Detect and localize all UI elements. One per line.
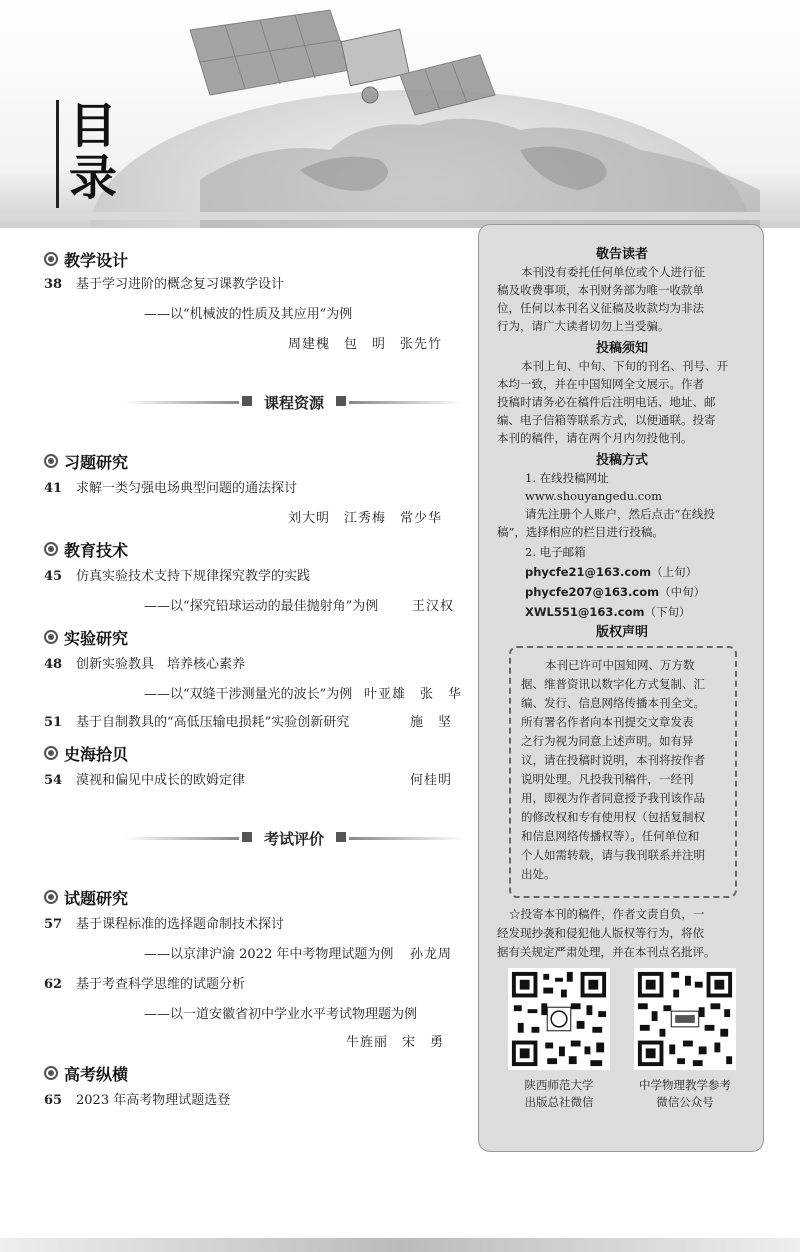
- online-desc-line: 稿”，选择相应的栏目进行投稿。: [497, 525, 664, 539]
- article-authors: 刘大明 江秀梅 常少华: [288, 511, 443, 526]
- qr-caption: [494, 1077, 624, 1111]
- email-address: phycfe21@163.com: [525, 565, 652, 579]
- contents-title-char-2: 录: [69, 150, 118, 206]
- contents-title: [56, 100, 126, 208]
- article-authors: 何桂明: [410, 773, 453, 788]
- section-banner: [124, 826, 464, 850]
- text-line: 本均一致，并在中国知网全文展示。作者: [497, 377, 704, 391]
- text-line: 之行为视为同意上述声明。如有异: [521, 734, 694, 748]
- article-authors: 王汉权: [412, 599, 455, 614]
- text-line: 据、维普资讯以数字化方式复制、汇: [521, 677, 705, 691]
- panel-heading: 敬告读者: [595, 247, 648, 262]
- section-heading: [44, 742, 128, 764]
- article-authors: 孙龙周: [410, 947, 453, 962]
- text-line: 据有关规定严肃处理，并在本刊点名批评。: [497, 945, 716, 959]
- article-title: 基于自制教具的“高低压输电损耗”实验创新研究: [76, 715, 350, 730]
- article-subtitle: ——以“双缝干涉测量光的波长”为例: [144, 687, 353, 702]
- text-line: 本刊的稿件，请在两个月内勿投他刊。: [497, 431, 693, 445]
- text-line: ☆投寄本刊的稿件，作者文责自负，一: [509, 907, 705, 921]
- email-note: （下旬）: [644, 605, 691, 619]
- circle-bullet-icon: [44, 454, 58, 468]
- article-title: 基于课程标准的选择题命制技术探讨: [76, 917, 285, 932]
- section-heading-text: 试题研究: [64, 888, 129, 908]
- page-number: 48: [44, 657, 63, 672]
- section-heading-text: 实验研究: [64, 628, 129, 648]
- banner-rule-left: [124, 837, 239, 840]
- banner-square-icon: [336, 832, 346, 842]
- section-heading: [44, 538, 128, 560]
- circle-bullet-icon: [44, 542, 58, 556]
- panel-heading: 版权声明: [595, 625, 648, 640]
- section-heading-text: 史海拾贝: [64, 744, 129, 764]
- email-address: XWL551@163.com: [525, 605, 645, 619]
- text-line: 本刊上旬、中旬、下旬的刊名、刊号、开: [521, 359, 728, 373]
- text-line: 经发现抄袭和侵犯他人版权等行为，将依: [497, 926, 704, 940]
- text-line: 位，任何以本刊名义征稿及收款均为非法: [497, 301, 704, 315]
- page-number: 54: [44, 773, 63, 788]
- section-heading-text: 习题研究: [64, 452, 129, 472]
- email-note: （上旬）: [651, 565, 698, 579]
- text-line: 说明处理。凡投我刊稿件，一经刊: [521, 772, 694, 786]
- article-authors: 施 坚: [410, 715, 453, 730]
- banner-label: 课程资源: [263, 394, 324, 412]
- text-line: 编、发行、信息网络传播本刊全文。: [521, 696, 705, 710]
- article-title: 求解一类匀强电场典型问题的通法探讨: [76, 481, 298, 496]
- text-line: 出版总社微信: [524, 1095, 594, 1109]
- circle-bullet-icon: [44, 1066, 58, 1080]
- circle-bullet-icon: [44, 630, 58, 644]
- page-number: 41: [44, 481, 63, 496]
- circle-bullet-icon: [44, 252, 58, 266]
- qr-caption: [620, 1077, 750, 1111]
- text-line: 投稿时请务必在稿件后注明电话、地址、邮: [497, 395, 716, 409]
- panel-heading: 投稿方式: [595, 453, 648, 468]
- text-line: 编、电子信箱等联系方式，以便通联。投寄: [497, 413, 716, 427]
- email-entry[interactable]: [525, 583, 705, 601]
- email-label: 2. 电子邮箱: [525, 545, 586, 559]
- section-heading: [44, 1062, 128, 1084]
- article-title: 仿真实验技术支持下规律探究教学的实践: [76, 569, 311, 584]
- page-number: 51: [44, 715, 63, 730]
- article-authors: 牛旌丽 宋 勇: [346, 1035, 445, 1050]
- page-number: 57: [44, 917, 63, 932]
- section-heading: [44, 626, 128, 648]
- text-line: 本刊没有委托任何单位或个人进行征: [521, 265, 705, 279]
- notice-readers-text: [497, 263, 749, 335]
- text-line: 所有署名作者向本刊提交文章发表: [521, 715, 694, 729]
- email-address: phycfe207@163.com: [525, 585, 660, 599]
- submission-notes-text: [497, 357, 749, 447]
- submission-url-link[interactable]: www.shouyangedu.com: [525, 489, 663, 503]
- text-line: 本刊已许可中国知网、万方数: [545, 658, 695, 672]
- banner-label: 考试评价: [263, 830, 324, 848]
- article-title: 创新实验教具 培养核心素养: [76, 657, 246, 672]
- text-line: 中学物理教学参考: [639, 1078, 731, 1092]
- text-line: 陕西师范大学: [524, 1078, 594, 1092]
- section-heading: [44, 886, 128, 908]
- text-line: 微信公众号: [656, 1095, 714, 1109]
- page-header: [0, 0, 800, 228]
- email-entry[interactable]: [525, 603, 690, 621]
- contents-title-char-1: 目: [69, 98, 118, 154]
- banner-square-icon: [336, 396, 346, 406]
- article-title: 漠视和偏见中成长的欧姆定律: [76, 773, 246, 788]
- page-number: 38: [44, 277, 63, 292]
- warning-text: [497, 905, 751, 962]
- online-submission-label: 1. 在线投稿网址: [525, 471, 609, 485]
- section-heading-text: 教育技术: [64, 540, 129, 560]
- article-title: 2023 年高考物理试题选登: [76, 1093, 231, 1108]
- online-desc-line: 请先注册个人账户，然后点击“在线投: [525, 507, 715, 521]
- article-subtitle: ——以“机械波的性质及其应用”为例: [144, 307, 353, 322]
- panel-heading: 投稿须知: [595, 341, 648, 356]
- article-authors: 周建槐 包 明 张先竹: [288, 337, 443, 352]
- text-line: 行为，请广大读者切勿上当受骗。: [497, 319, 670, 333]
- text-line: 稿及收费事项，本刊财务部为唯一收款单: [497, 283, 704, 297]
- text-line: 出处。: [521, 867, 556, 881]
- page-number: 65: [44, 1093, 63, 1108]
- circle-bullet-icon: [44, 890, 58, 904]
- email-note: （中旬）: [659, 585, 706, 599]
- section-heading: [44, 248, 128, 270]
- section-banner: [124, 390, 464, 414]
- circle-bullet-icon: [44, 746, 58, 760]
- banner-rule-left: [124, 401, 239, 404]
- copyright-box: [509, 646, 737, 898]
- banner-rule-right: [349, 837, 464, 840]
- article-title: 基于考查科学思维的试题分析: [76, 977, 246, 992]
- text-line: 的修改权和专有使用权（包括复制权: [521, 810, 705, 824]
- qr-code-icon[interactable]: [633, 967, 737, 1071]
- article-subtitle: ——以京津沪渝 2022 年中考物理试题为例: [144, 947, 394, 962]
- page-number: 45: [44, 569, 63, 584]
- article-subtitle: ——以一道安徽省初中学业水平考试物理题为例: [144, 1007, 418, 1022]
- email-entry[interactable]: [525, 563, 697, 581]
- text-line: 个人如需转载，请与我刊联系并注明: [521, 848, 705, 862]
- section-heading: [44, 450, 128, 472]
- section-heading-text: 高考纵横: [64, 1064, 129, 1084]
- page-number: 62: [44, 977, 63, 992]
- section-heading-text: 教学设计: [64, 250, 129, 270]
- page-footer-band: [0, 1238, 800, 1252]
- qr-code-icon[interactable]: [507, 967, 611, 1071]
- info-panel: [478, 224, 764, 1152]
- article-title: 基于学习进阶的概念复习课教学设计: [76, 277, 285, 292]
- text-line: 和信息网络传播权等）。任何单位和: [521, 829, 700, 843]
- banner-rule-right: [349, 401, 464, 404]
- text-line: 用，即视为作者同意授予我刊该作品: [521, 791, 705, 805]
- article-authors: 叶亚雄 张 华: [364, 687, 463, 702]
- article-subtitle: ——以“探究铅球运动的最佳抛射角”为例: [144, 599, 379, 614]
- text-line: 议，请在投稿时说明，本刊将按作者: [521, 753, 705, 767]
